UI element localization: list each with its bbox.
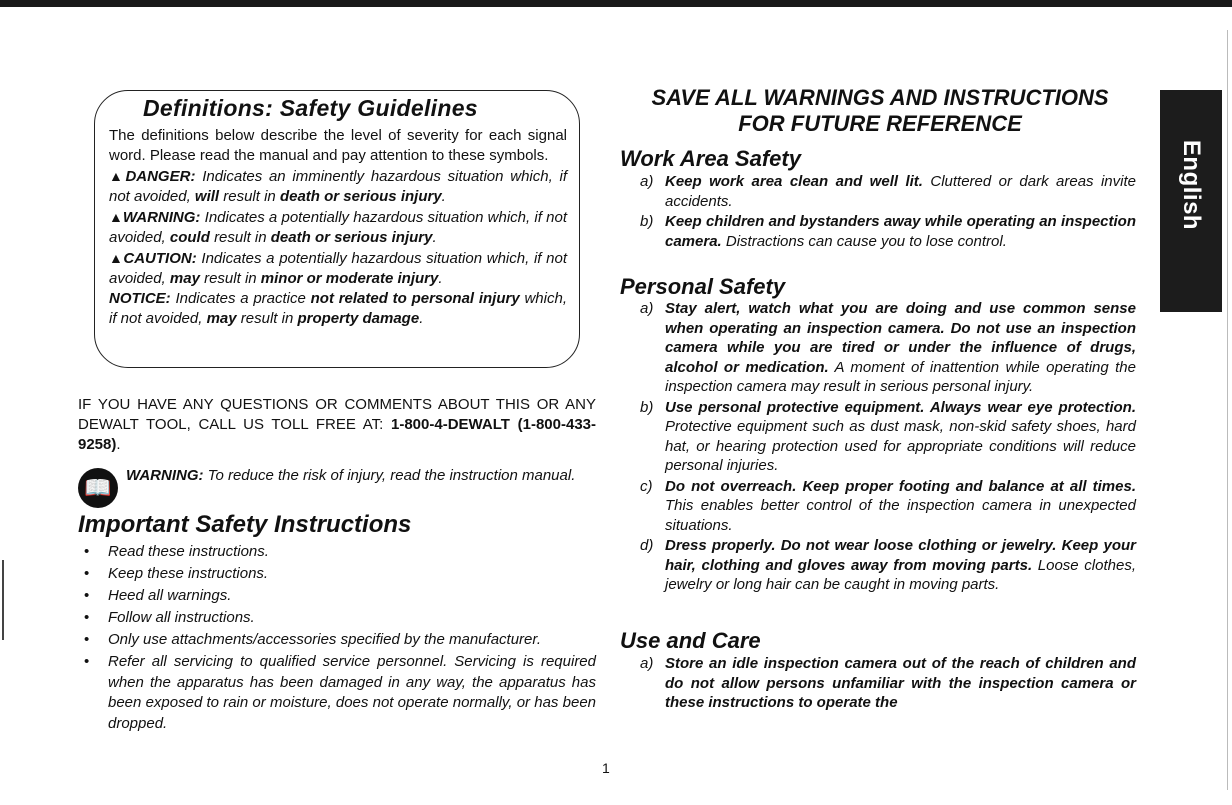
definitions-box: [94, 90, 580, 368]
definitions-intro: The definitions below describe the level of severity for each signal word. Please read the manual and pay attention to these symbols.: [109, 127, 567, 164]
phone-number: 1-800-4-DEWALT (1-800-433-9258): [78, 416, 596, 453]
warning-label: WARNING:: [122, 209, 201, 226]
important-safety-title: Important Safety Instructions: [78, 511, 412, 538]
read-warning-label: WARNING:: [126, 467, 204, 484]
page-number: 1: [602, 760, 610, 776]
use-and-care-title: Use and Care: [620, 628, 761, 653]
caution-label: CAUTION:: [123, 250, 197, 267]
read-manual-warning: 📖 WARNING: To reduce the risk of injury, read the instruction manual.: [78, 466, 596, 510]
list-item: a) Keep work area clean and well lit. Cluttered or dark areas invite accidents.: [640, 173, 1136, 210]
personal-safety-title: Personal Safety: [620, 274, 786, 299]
danger-definition: ▲DANGER: Indicates an imminently hazardous situation which, if not avoided, will result in death or serious injury.: [109, 168, 567, 205]
list-item: a) Store an idle inspection camera out of the reach of children and do not allow persons unfamiliar with the inspection camera or these instructions to operate the: [640, 655, 1136, 711]
definitions-title: Definitions: Safety Guidelines: [143, 95, 478, 121]
list-item: d) Dress properly. Do not wear loose clothing or jewelry. Keep your hair, clothing and gloves away from moving parts. Loose clothes, jewelry or long hair can be caught in moving parts.: [640, 537, 1136, 593]
top-border: [0, 0, 1232, 7]
list-item: • Heed all warnings.: [78, 586, 596, 607]
important-safety-list: [78, 542, 596, 736]
list-item: b) Use personal protective equipment. Always wear eye protection. Protective equipment such as dust mask, non-skid safety shoes, hard hat, or hearing protection used for appropriate conditions will reduce personal injuries.: [640, 398, 1136, 474]
alert-triangle-icon: ▲: [109, 209, 123, 225]
read-manual-icon: 📖: [78, 468, 118, 508]
alert-triangle-icon: ▲: [109, 250, 124, 266]
notice-definition: NOTICE: Indicates a practice not related to personal injury which, if not avoided, may result in property damage.: [109, 290, 567, 327]
list-item: a) Stay alert, watch what you are doing and use common sense when operating an inspection camera. Do not use an inspection camera while you are tired or under the influence of drugs, alcohol or medication. A moment of inattention while operating the inspection camera may result in serious personal injury.: [640, 300, 1136, 395]
page-edge-left: [2, 560, 4, 640]
use-and-care-list: [640, 654, 1136, 714]
contact-info: IF YOU HAVE ANY QUESTIONS OR COMMENTS ABOUT THIS OR ANY DEWALT TOOL, CALL US TOLL FREE AT: 1-800-4-DEWALT (1-800-433-9258).: [78, 396, 596, 453]
list-item: • Refer all servicing to qualified service personnel. Servicing is required when the apparatus has been damaged in any way, the apparatus has been exposed to rain or moisture, does not operate normally, or has been dropped.: [78, 652, 596, 734]
page-edge-right: [1227, 30, 1228, 790]
work-area-safety-title: Work Area Safety: [620, 146, 801, 171]
notice-label: NOTICE:: [109, 290, 171, 307]
list-item: c) Do not overreach. Keep proper footing and balance at all times. This enables better control of the inspection camera in unexpected situations.: [640, 477, 1136, 534]
list-item: • Keep these instructions.: [78, 564, 596, 585]
list-item: • Follow all instructions.: [78, 608, 596, 629]
list-item: • Only use attachments/accessories specified by the manufacturer.: [78, 630, 596, 651]
alert-triangle-icon: ▲: [109, 168, 126, 184]
language-label: English: [1178, 139, 1205, 231]
save-warnings-title: SAVE ALL WARNINGS AND INSTRUCTIONS FOR FUTURE REFERENCE: [651, 85, 1109, 136]
personal-safety-list: [640, 299, 1136, 596]
work-area-safety-list: [640, 172, 1136, 252]
warning-definition: ▲WARNING: Indicates a potentially hazardous situation which, if not avoided, could result in death or serious injury.: [109, 209, 567, 246]
list-item: • Read these instructions.: [78, 542, 596, 563]
caution-definition: ▲CAUTION: Indicates a potentially hazardous situation which, if not avoided, may result in minor or moderate injury.: [109, 250, 567, 287]
language-tab: [1160, 90, 1222, 312]
list-item: b) Keep children and bystanders away while operating an inspection camera. Distractions can cause you to lose control.: [640, 213, 1136, 250]
danger-label: DANGER:: [125, 168, 196, 185]
